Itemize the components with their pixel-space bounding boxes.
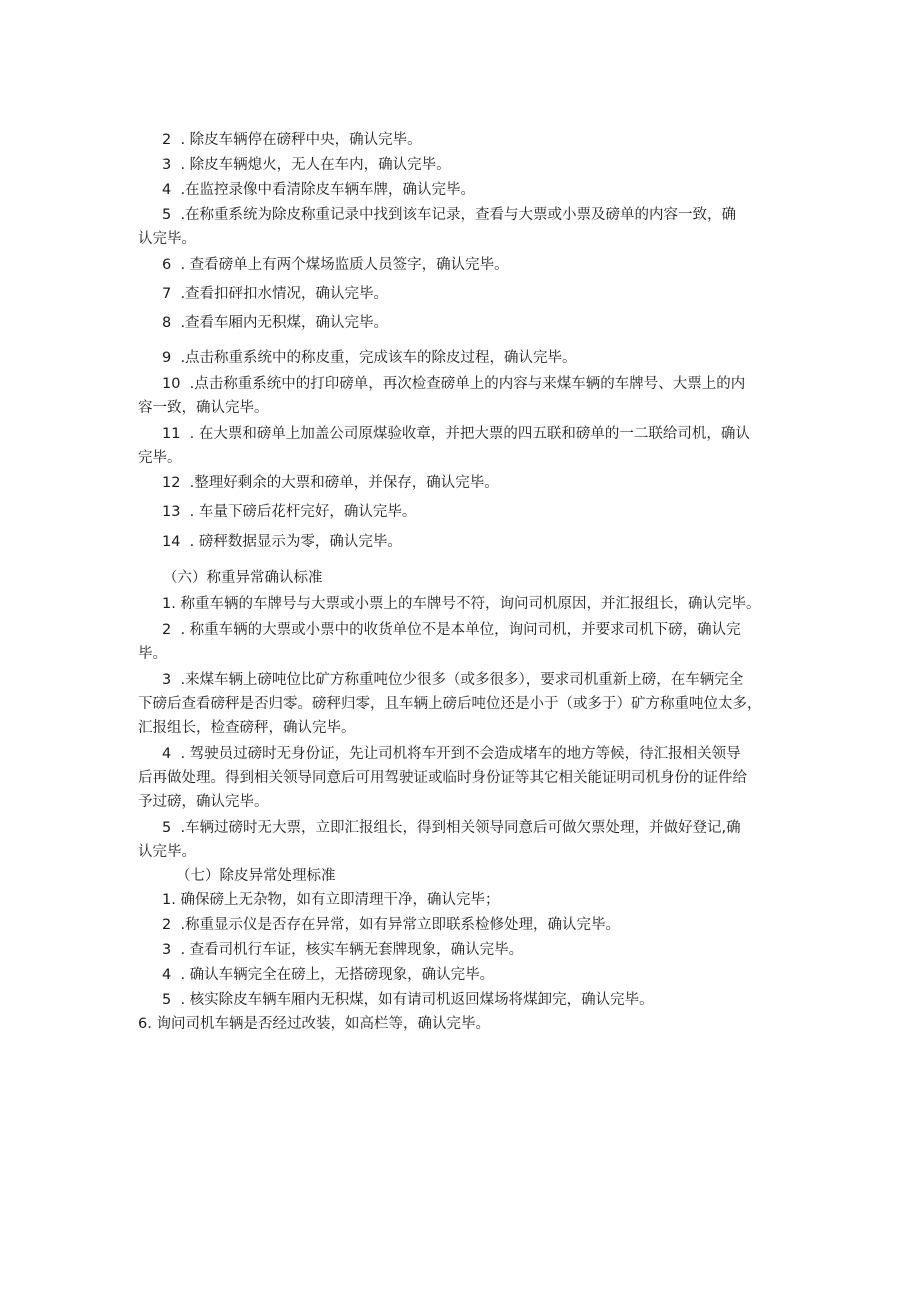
item-10-line-1: 10 .点击称重系统中的打印磅单，再次检查磅单上的内容与来煤车辆的车牌号、大票上的内 — [162, 376, 746, 392]
item-12: 12 .整理好剩余的大票和磅单，并保存，确认完毕。 — [162, 475, 499, 491]
section-6-item-2-line-2: 毕。 — [138, 646, 167, 662]
section-6-heading: （六）称重异常确认标准 — [163, 570, 323, 586]
item-4: 4 .在监控录像中看清除皮车辆车牌，确认完毕。 — [162, 182, 476, 198]
section-6-item-3-line-2: 下磅后查看磅秤是否归零。磅秤归零，且车辆上磅后吨位还是小于（或多于）矿方称重吨位太多， — [138, 696, 762, 712]
section-7-item-2: 2 .称重显示仪是否存在异常，如有异常立即联系检修处理，确认完毕。 — [162, 917, 621, 933]
section-6-item-4-line-1: 4 . 驾驶员过磅时无身份证，先让司机将车开到不会造成堵车的地方等候，待汇报相关领导 — [162, 746, 741, 762]
item-7: 7 .查看扣砰扣水情况，确认完毕。 — [162, 286, 389, 302]
section-7-item-3: 3 . 查看司机行车证，核实车辆无套牌现象，确认完毕。 — [162, 942, 524, 958]
section-6-item-5-line-2: 认完毕。 — [138, 844, 196, 860]
item-13: 13 . 车量下磅后花杆完好，确认完毕。 — [162, 504, 417, 520]
item-3: 3 . 除皮车辆熄火，无人在车内，确认完毕。 — [162, 157, 451, 173]
item-2: 2 . 除皮车辆停在磅秤中央，确认完毕。 — [162, 132, 422, 148]
section-7-heading: （七）除皮异常处理标准 — [176, 868, 336, 884]
item-6: 6 . 查看磅单上有两个煤场监质人员签字，确认完毕。 — [162, 257, 509, 273]
section-7-item-4: 4 . 确认车辆完全在磅上，无搭磅现象，确认完毕。 — [162, 967, 495, 983]
item-9: 9 .点击称重系统中的称皮重，完成该车的除皮过程，确认完毕。 — [162, 350, 577, 366]
section-7-item-6: 6. 询问司机车辆是否经过改装，如高栏等，确认完毕。 — [138, 1016, 490, 1032]
section-6-item-3-line-3: 汇报组长，检查磅秤，确认完毕。 — [138, 720, 356, 736]
item-5-line-1: 5 .在称重系统为除皮称重记录中找到该车记录，查看与大票或小票及磅单的内容一致，确 — [162, 207, 737, 223]
item-10-line-2: 容一致，确认完毕。 — [138, 400, 269, 416]
section-6-item-4-line-3: 予过磅，确认完毕。 — [138, 794, 269, 810]
item-5-line-2: 认完毕。 — [138, 231, 196, 247]
item-11-line-2: 完毕。 — [138, 450, 182, 466]
section-6-item-3-line-1: 3 .来煤车辆上磅吨位比矿方称重吨位少很多（或多很多），要求司机重新上磅，在车辆完全 — [162, 672, 744, 688]
item-11-line-1: 11 . 在大票和磅单上加盖公司原煤验收章，并把大票的四五联和磅单的一二联给司机，确认 — [162, 426, 750, 442]
section-6-item-5-line-1: 5 .车辆过磅时无大票，立即汇报组长，得到相关领导同意后可做欠票处理，并做好登记,确 — [162, 820, 741, 836]
section-6-item-4-line-2: 后再做处理。得到相关领导同意后可用驾驶证或临时身份证等其它相关能证明司机身份的证件给 — [138, 770, 747, 786]
section-7-item-1: 1. 确保磅上无杂物，如有立即清理干净，确认完毕； — [162, 892, 500, 908]
section-7-item-5: 5 . 核实除皮车辆车厢内无积煤，如有请司机返回煤场将煤卸完，确认完毕。 — [162, 992, 654, 1008]
item-8: 8 .查看车厢内无积煤，确认完毕。 — [162, 315, 389, 331]
section-6-item-1: 1. 称重车辆的车牌号与大票或小票上的车牌号不符，询问司机原因，并汇报组长，确认完毕。 — [162, 596, 761, 612]
section-6-item-2-line-1: 2 . 称重车辆的大票或小票中的收货单位不是本单位，询问司机，并要求司机下磅，确认完 — [162, 622, 741, 638]
item-14: 14 . 磅秤数据显示为零，确认完毕。 — [162, 534, 402, 550]
